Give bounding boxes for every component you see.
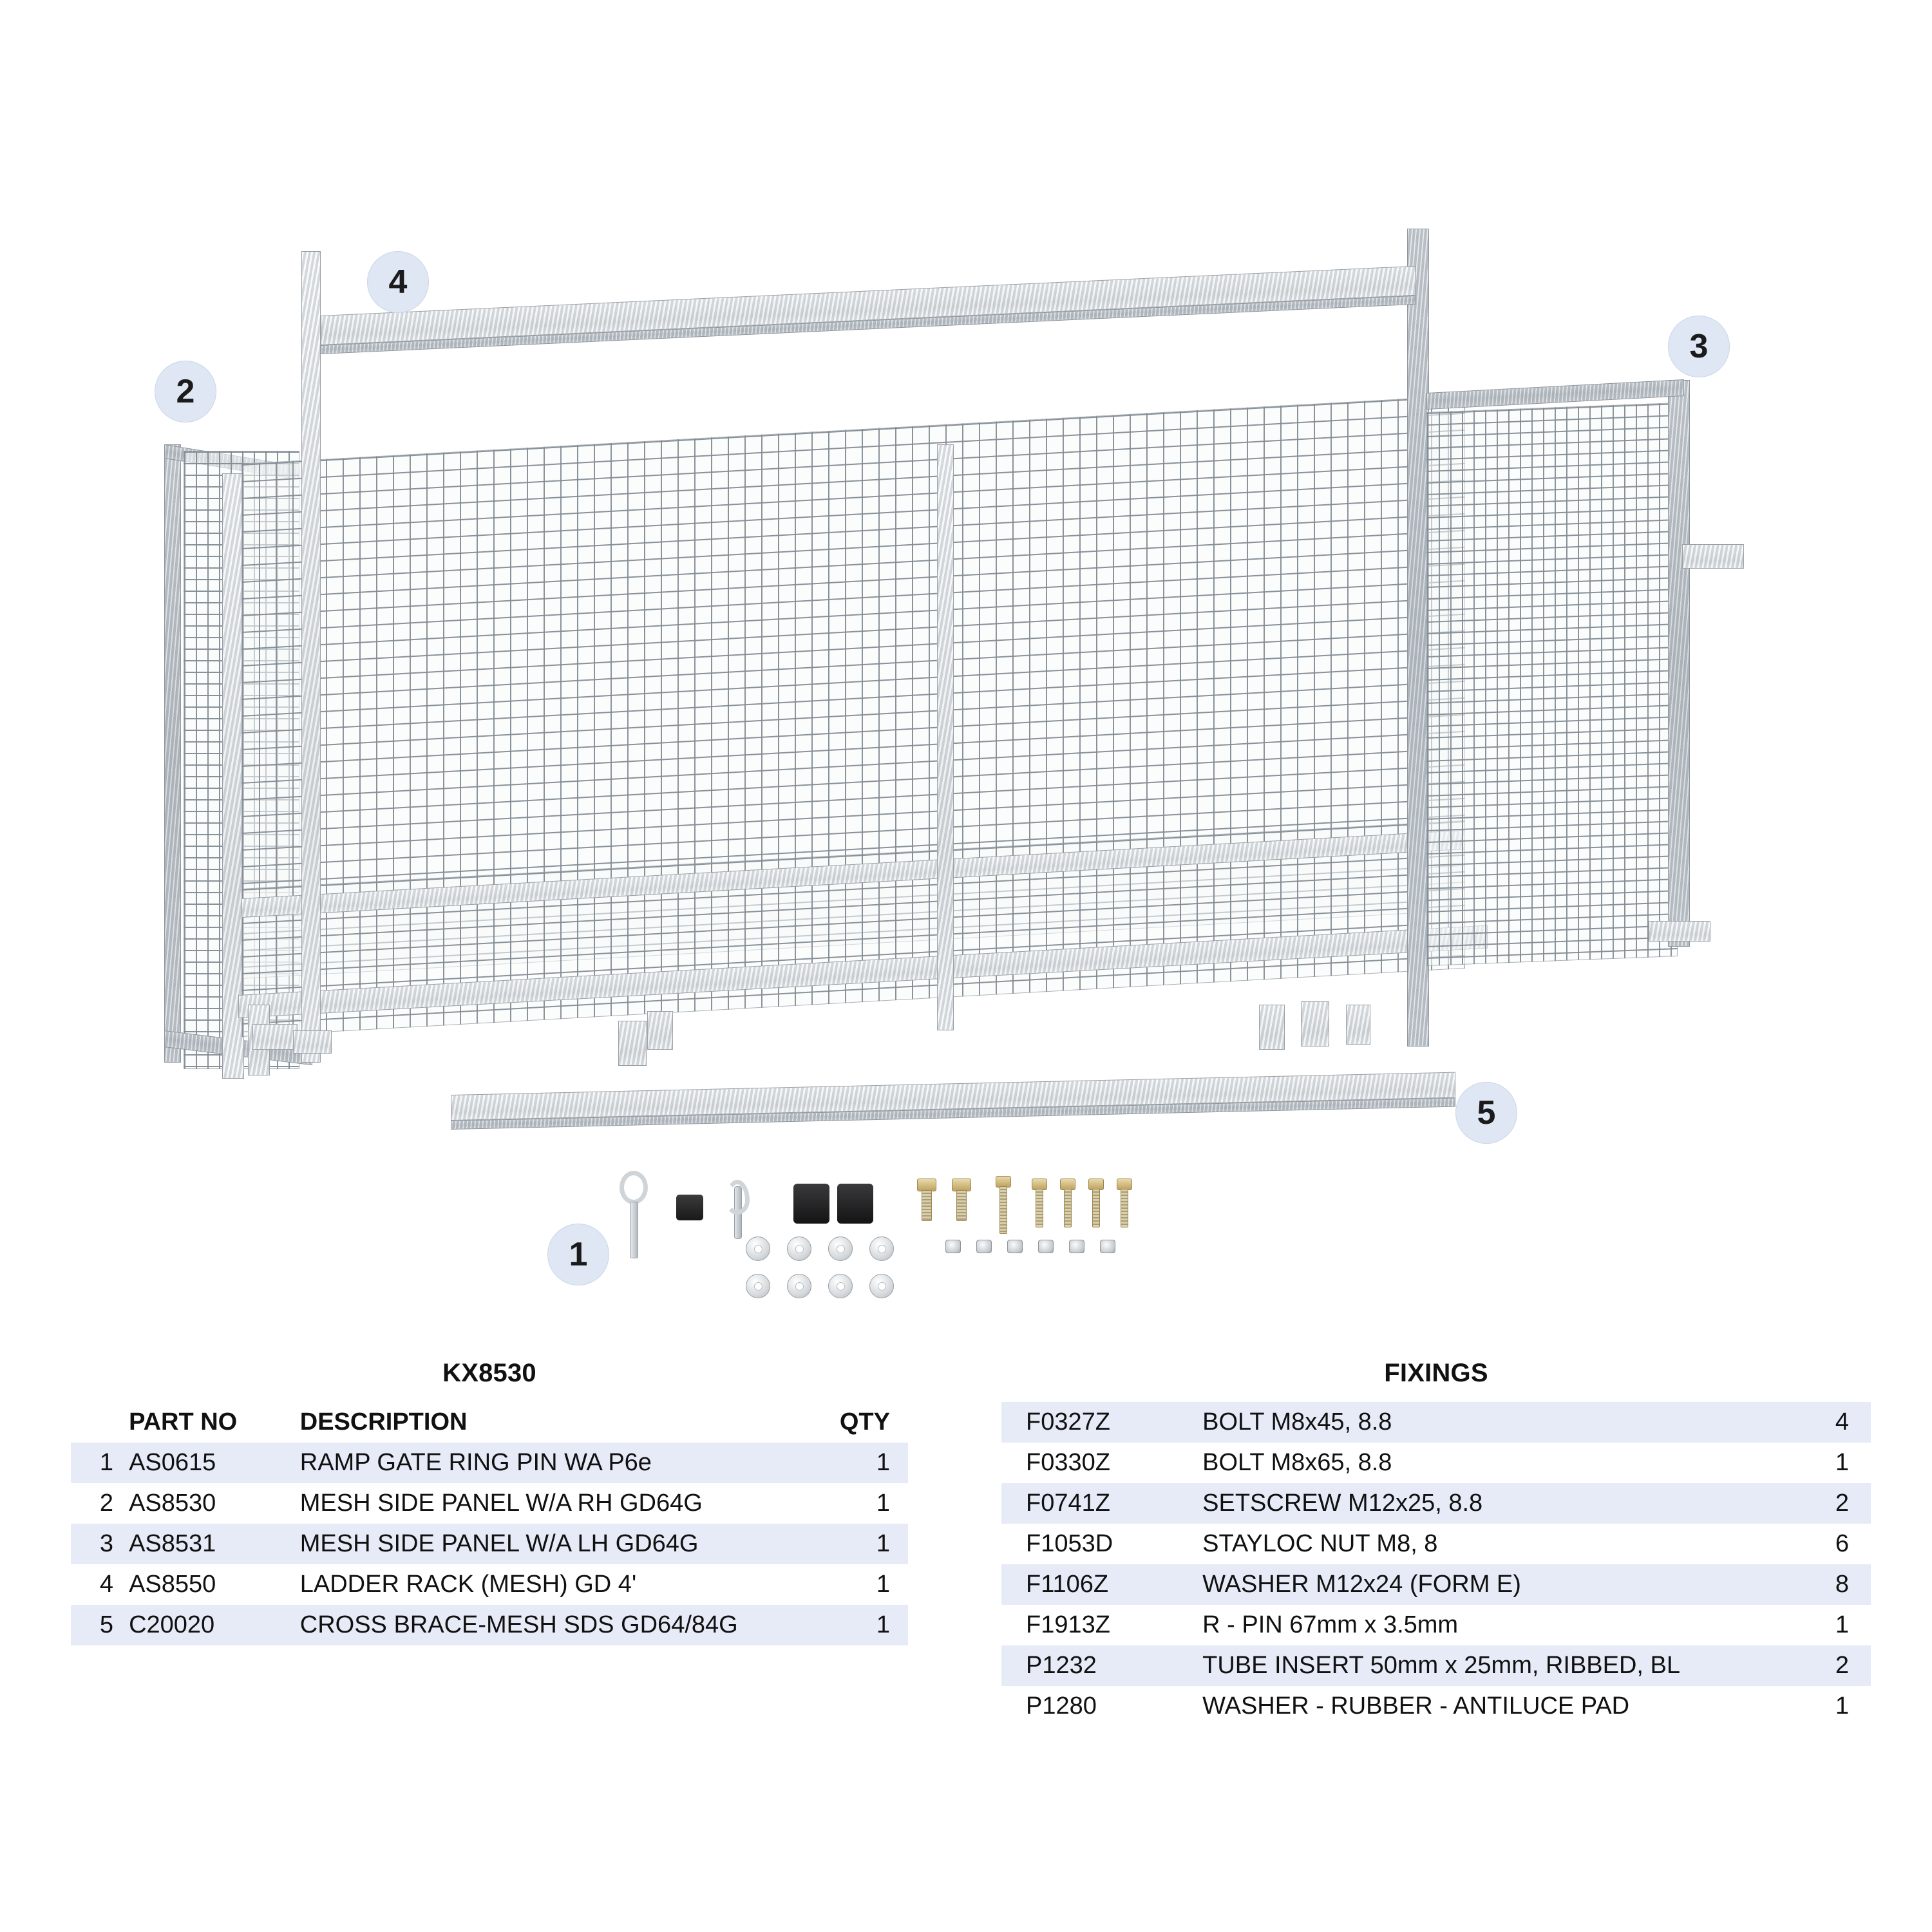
fixings-row-qty: 1 [1790, 1605, 1871, 1645]
side-panel-lh-hinge-upper [1682, 544, 1744, 569]
callout-label-2: 2 [176, 373, 195, 410]
parts-row-description: MESH SIDE PANEL W/A RH GD64G [291, 1483, 815, 1524]
parts-row-qty: 1 [815, 1443, 908, 1483]
fixings-row-qty: 6 [1790, 1524, 1871, 1564]
fixings-table [1001, 1402, 1871, 1727]
main-panel-vertical-divider [937, 444, 954, 1030]
fixings-row-code: F0330Z [1001, 1443, 1193, 1483]
ladder-rack-left-upright [301, 251, 321, 1063]
table-row [71, 1524, 908, 1564]
table-row [1001, 1564, 1871, 1605]
table-row [71, 1483, 908, 1524]
fixings-row-description: R - PIN 67mm x 3.5mm [1193, 1605, 1790, 1645]
tube-insert-icon-2 [837, 1184, 873, 1224]
setscrew-shank-2 [956, 1190, 967, 1221]
setscrew-head-2 [952, 1179, 971, 1191]
tube-insert-icon-1 [793, 1184, 829, 1224]
side-panel-lh-mesh [1426, 402, 1678, 966]
ring-pin-head-icon [620, 1171, 648, 1204]
parts-table-title: KX8530 [442, 1359, 536, 1387]
fixings-row-code: F0327Z [1001, 1402, 1193, 1443]
side-panel-lh-outer-post [1668, 380, 1690, 947]
stayloc-nut-2 [976, 1240, 992, 1253]
parts-row-description: CROSS BRACE-MESH SDS GD64/84G [291, 1605, 815, 1645]
stayloc-nut-5 [1069, 1240, 1084, 1253]
fixings-row-qty: 1 [1790, 1443, 1871, 1483]
side-panel-lh-hinge-lower [1649, 921, 1710, 942]
fixings-row-qty: 2 [1790, 1483, 1871, 1524]
bracket-foot-d [1259, 1005, 1285, 1050]
washer-m12-7 [828, 1274, 853, 1298]
parts-row-description: LADDER RACK (MESH) GD 4' [291, 1564, 815, 1605]
bracket-foot-c [647, 1011, 673, 1050]
parts-table-block [71, 1359, 908, 1645]
table-row [71, 1605, 908, 1645]
washer-m12-8 [869, 1274, 894, 1298]
parts-row-qty: 1 [815, 1605, 908, 1645]
table-row [1001, 1524, 1871, 1564]
callout-label-3: 3 [1689, 328, 1709, 365]
r-pin-curl-icon [725, 1180, 750, 1215]
parts-row-part-no: C20020 [120, 1605, 291, 1645]
fixings-row-code: F1913Z [1001, 1605, 1193, 1645]
parts-row-index: 5 [71, 1605, 120, 1645]
fixings-row-qty: 4 [1790, 1402, 1871, 1443]
parts-row-description: MESH SIDE PANEL W/A LH GD64G [291, 1524, 815, 1564]
fixings-row-description: SETSCREW M12x25, 8.8 [1193, 1483, 1790, 1524]
parts-row-qty: 1 [815, 1524, 908, 1564]
parts-row-index: 4 [71, 1564, 120, 1605]
main-panel-right-post [1407, 229, 1429, 1046]
bracket-foot-f [1346, 1005, 1370, 1045]
parts-header-part-no: PART NO [120, 1402, 291, 1443]
bolt-m8x45-shank-2 [1064, 1189, 1072, 1227]
fixings-row-description: BOLT M8x65, 8.8 [1193, 1443, 1790, 1483]
fixings-row-description: TUBE INSERT 50mm x 25mm, RIBBED, BL [1193, 1645, 1790, 1686]
callout-label-5: 5 [1477, 1094, 1496, 1132]
washer-m12-2 [787, 1236, 811, 1261]
fixings-row-qty: 8 [1790, 1564, 1871, 1605]
washer-m12-6 [787, 1274, 811, 1298]
table-row [71, 1443, 908, 1483]
fixings-row-description: BOLT M8x45, 8.8 [1193, 1402, 1790, 1443]
ring-pin-shaft-icon [630, 1202, 638, 1258]
rubber-washer-pad-icon [676, 1195, 703, 1220]
bracket-foot-e [1301, 1001, 1329, 1046]
parts-row-qty: 1 [815, 1483, 908, 1524]
callout-bubble-1[interactable] [547, 1224, 609, 1285]
washer-m12-5 [746, 1274, 770, 1298]
fixings-row-code: P1232 [1001, 1645, 1193, 1686]
table-row [1001, 1686, 1871, 1727]
washer-m12-4 [869, 1236, 894, 1261]
parts-row-index: 2 [71, 1483, 120, 1524]
parts-row-index: 1 [71, 1443, 120, 1483]
bracket-hinge-left [252, 1024, 298, 1050]
parts-row-description: RAMP GATE RING PIN WA P6e [291, 1443, 815, 1483]
parts-header-qty: QTY [815, 1402, 908, 1443]
parts-row-qty: 1 [815, 1564, 908, 1605]
stayloc-nut-1 [945, 1240, 961, 1253]
parts-row-part-no: AS8531 [120, 1524, 291, 1564]
fixings-row-code: F0741Z [1001, 1483, 1193, 1524]
washer-m12-1 [746, 1236, 770, 1261]
fixings-table-block [1001, 1359, 1871, 1727]
callout-bubble-3[interactable] [1668, 316, 1730, 377]
setscrew-head-1 [917, 1179, 936, 1191]
bolt-m8x45-shank-1 [1036, 1189, 1043, 1227]
callout-bubble-4[interactable] [367, 251, 429, 313]
parts-table [71, 1402, 908, 1645]
table-row [1001, 1402, 1871, 1443]
parts-table-header-row [71, 1402, 908, 1443]
table-row [1001, 1443, 1871, 1483]
stayloc-nut-4 [1038, 1240, 1054, 1253]
fixings-row-description: STAYLOC NUT M8, 8 [1193, 1524, 1790, 1564]
table-row [71, 1564, 908, 1605]
callout-bubble-2[interactable] [155, 361, 216, 422]
callout-label-4: 4 [388, 263, 408, 301]
fixings-row-code: P1280 [1001, 1686, 1193, 1727]
bracket-foot-b [618, 1021, 647, 1066]
fixings-row-code: F1106Z [1001, 1564, 1193, 1605]
bolt-m8x65-shank [999, 1186, 1007, 1234]
parts-row-part-no: AS0615 [120, 1443, 291, 1483]
callout-label-1: 1 [569, 1236, 588, 1273]
fixings-row-code: F1053D [1001, 1524, 1193, 1564]
side-panel-rh-frame-left [164, 444, 181, 1063]
stayloc-nut-3 [1007, 1240, 1023, 1253]
bolt-m8x45-shank-3 [1092, 1189, 1100, 1227]
parts-row-part-no: AS8550 [120, 1564, 291, 1605]
parts-row-part-no: AS8530 [120, 1483, 291, 1524]
table-row [1001, 1483, 1871, 1524]
parts-row-index: 3 [71, 1524, 120, 1564]
parts-header-index [71, 1402, 120, 1443]
fixings-table-title: FIXINGS [1384, 1359, 1488, 1387]
parts-header-description: DESCRIPTION [291, 1402, 815, 1443]
bolt-m8x45-shank-4 [1121, 1189, 1128, 1227]
stayloc-nut-6 [1100, 1240, 1115, 1253]
washer-m12-3 [828, 1236, 853, 1261]
fixings-row-qty: 2 [1790, 1645, 1871, 1686]
main-panel-left-post [222, 473, 244, 1079]
table-row [1001, 1605, 1871, 1645]
fixings-row-description: WASHER M12x24 (FORM E) [1193, 1564, 1790, 1605]
table-row [1001, 1645, 1871, 1686]
bracket-hinge-left-2 [293, 1030, 332, 1054]
callout-bubble-5[interactable] [1455, 1082, 1517, 1144]
fixings-row-qty: 1 [1790, 1686, 1871, 1727]
setscrew-shank-1 [922, 1190, 932, 1221]
fixings-row-description: WASHER - RUBBER - ANTILUCE PAD [1193, 1686, 1790, 1727]
